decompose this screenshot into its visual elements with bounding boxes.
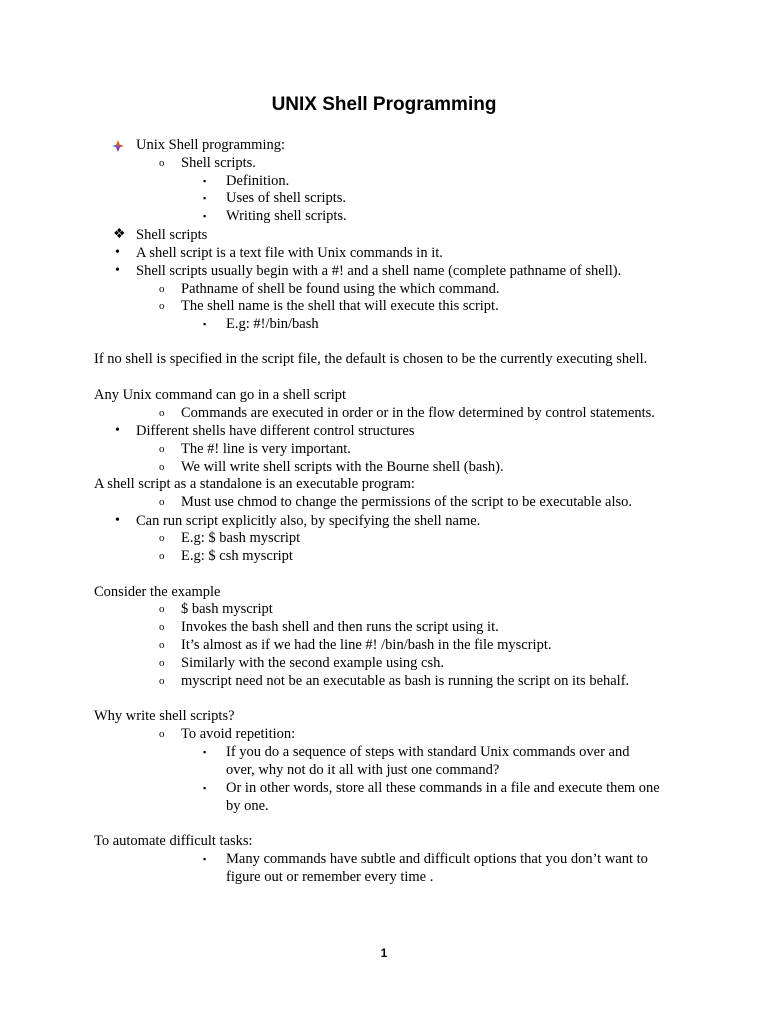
- circle-bullet-icon: o: [159, 443, 165, 455]
- text-line: To avoid repetition:: [181, 726, 296, 742]
- text-line: Commands are executed in order or in the flow determined by control statements.: [181, 405, 655, 421]
- text-line: The #! line is very important.: [181, 441, 351, 457]
- text-line: figure out or remember every time .: [226, 869, 434, 885]
- text-line: A shell script as a standalone is an executable program:: [94, 476, 415, 492]
- text-line: The shell name is the shell that will execute this script.: [181, 298, 499, 314]
- text-line: E.g: #!/bin/bash: [226, 316, 319, 332]
- text-line: It’s almost as if we had the line #! /bin/bash in the file myscript.: [181, 637, 552, 653]
- text-line: by one.: [226, 798, 269, 814]
- text-line: We will write shell scripts with the Bourne shell (bash).: [181, 459, 504, 475]
- text-line: Definition.: [226, 173, 290, 189]
- text-line: myscript need not be an executable as bash is running the script on its behalf.: [181, 673, 630, 689]
- square-bullet-icon: ▪: [203, 176, 207, 186]
- square-bullet-icon: ▪: [203, 319, 207, 329]
- circle-bullet-icon: o: [159, 532, 165, 544]
- circle-bullet-icon: o: [159, 407, 165, 419]
- four-diamond-bullet-icon: ❖: [113, 227, 126, 242]
- text-line: Consider the example: [94, 584, 221, 600]
- diamond-bullet-icon: [112, 140, 124, 152]
- circle-bullet-icon: o: [159, 603, 165, 615]
- circle-bullet-icon: o: [159, 157, 165, 169]
- text-line: To automate difficult tasks:: [94, 833, 253, 849]
- text-line: E.g: $ csh myscript: [181, 548, 293, 564]
- square-bullet-icon: ▪: [203, 193, 207, 203]
- square-bullet-icon: ▪: [203, 854, 207, 864]
- circle-bullet-icon: o: [159, 728, 165, 740]
- text-line: Shell scripts usually begin with a #! and a shell name (complete pathname of shell).: [136, 263, 622, 279]
- text-line: $ bash myscript: [181, 601, 273, 617]
- circle-bullet-icon: o: [159, 461, 165, 473]
- text-line: Different shells have different control structures: [136, 423, 415, 439]
- circle-bullet-icon: o: [159, 550, 165, 562]
- circle-bullet-icon: o: [159, 675, 165, 687]
- text-line: Any Unix command can go in a shell script: [94, 387, 347, 403]
- circle-bullet-icon: o: [159, 621, 165, 633]
- bullet-icon: •: [115, 263, 120, 278]
- text-line: Shell scripts.: [181, 155, 256, 171]
- bullet-icon: •: [115, 513, 120, 528]
- text-line: Uses of shell scripts.: [226, 190, 347, 206]
- circle-bullet-icon: o: [159, 283, 165, 295]
- text-line: Pathname of shell be found using the which command.: [181, 281, 500, 297]
- text-line: Shell scripts: [136, 227, 208, 243]
- square-bullet-icon: ▪: [203, 747, 207, 757]
- text-line: Invokes the bash shell and then runs the script using it.: [181, 619, 499, 635]
- text-line: Or in other words, store all these commands in a file and execute them one: [226, 780, 660, 796]
- bullet-icon: •: [115, 423, 120, 438]
- page-title: UNIX Shell Programming: [271, 94, 497, 115]
- text-line: If no shell is specified in the script file, the default is chosen to be the currently executing shell.: [94, 351, 648, 367]
- text-line: If you do a sequence of steps with standard Unix commands over and: [226, 744, 630, 760]
- text-line: over, why not do it all with just one command?: [226, 762, 500, 778]
- text-line: Why write shell scripts?: [94, 708, 235, 724]
- square-bullet-icon: ▪: [203, 211, 207, 221]
- circle-bullet-icon: o: [159, 657, 165, 669]
- text-line: A shell script is a text file with Unix commands in it.: [136, 245, 443, 261]
- text-line: Many commands have subtle and difficult options that you don’t want to: [226, 851, 648, 867]
- circle-bullet-icon: o: [159, 496, 165, 508]
- bullet-icon: •: [115, 245, 120, 260]
- text-line: E.g: $ bash myscript: [181, 530, 301, 546]
- circle-bullet-icon: o: [159, 300, 165, 312]
- text-line: Can run script explicitly also, by specifying the shell name.: [136, 513, 481, 529]
- text-line: Writing shell scripts.: [226, 208, 347, 224]
- square-bullet-icon: ▪: [203, 783, 207, 793]
- circle-bullet-icon: o: [159, 639, 165, 651]
- text-line: Unix Shell programming:: [136, 137, 286, 153]
- text-line: Similarly with the second example using csh.: [181, 655, 444, 671]
- page-number: 1: [380, 946, 388, 960]
- text-line: Must use chmod to change the permissions of the script to be executable also.: [181, 494, 633, 510]
